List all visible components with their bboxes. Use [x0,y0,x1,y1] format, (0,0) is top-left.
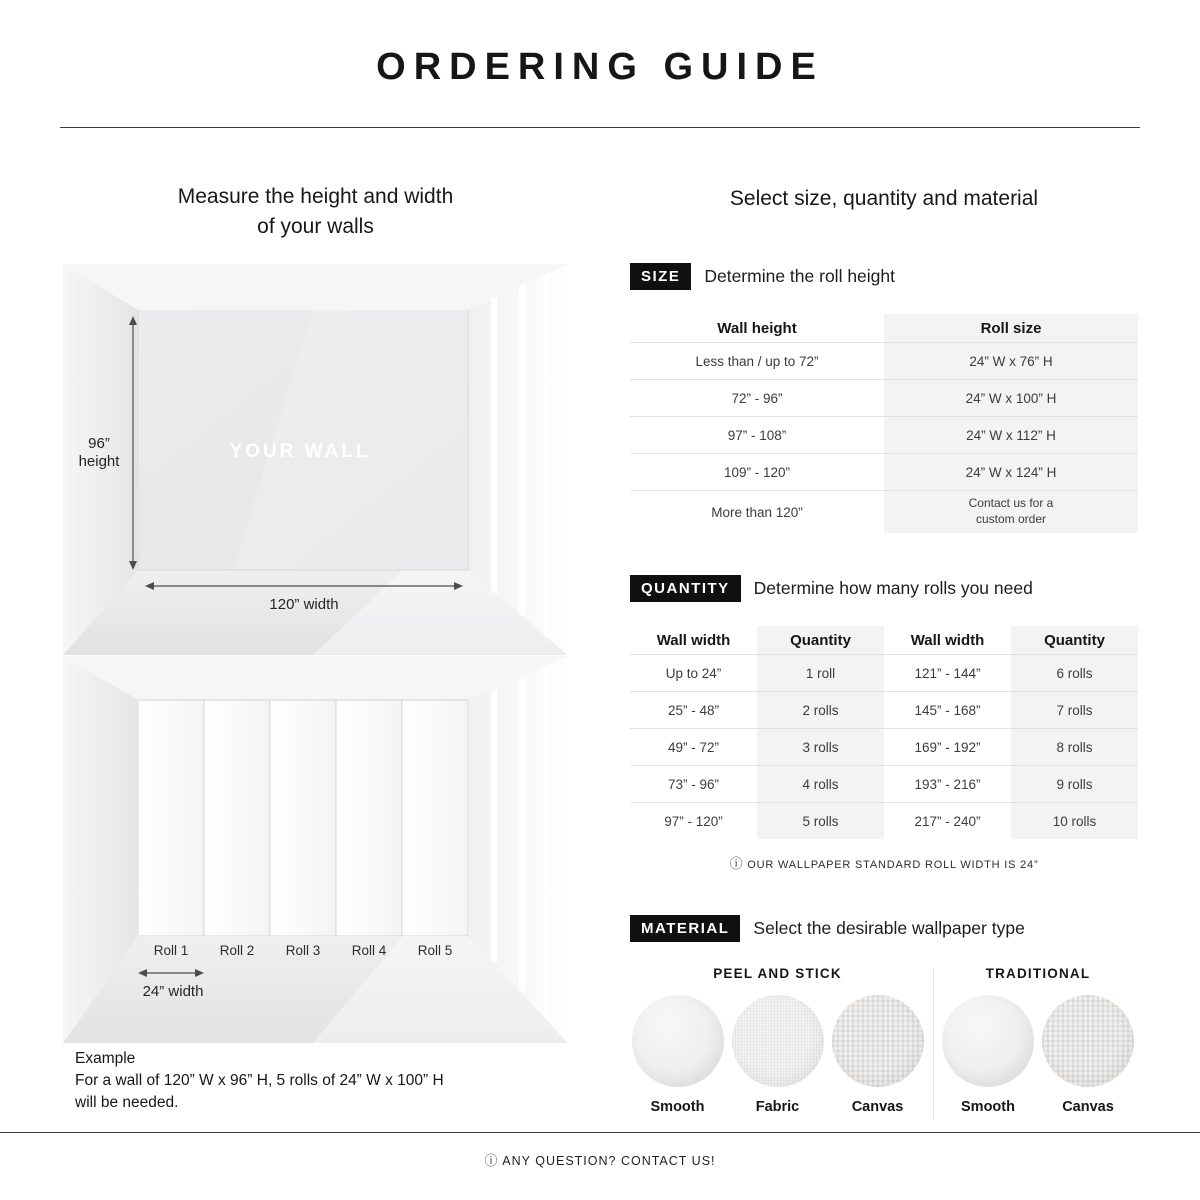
roll-size-value [884,491,1138,533]
quantity-row [630,655,1138,692]
roll-width-note-text: OUR WALLPAPER STANDARD ROLL WIDTH IS 24” [747,859,1039,871]
roll-panel-2 [204,700,270,936]
info-icon: ⓘ [484,1153,499,1168]
info-icon: ⓘ [729,856,744,871]
swatch-label: Smooth [961,1099,1015,1115]
example-title: Example [75,1050,136,1067]
size-row [630,417,1138,454]
roll-size-value: 24” W x 100” H [884,380,1138,416]
wall-height-value: 109” - 120” [723,464,791,480]
swatch-fabric [731,995,825,1115]
measure-heading [63,182,568,242]
your-wall-label: YOUR WALL [229,441,371,462]
quantity-value: 3 rolls [757,729,884,765]
footer-contact [0,1150,1200,1169]
swatch-canvas [1041,995,1135,1115]
size-badge: SIZE [630,263,691,290]
smooth-texture-icon [632,995,724,1087]
size-row [630,491,1138,533]
quantity-value: 6 rolls [1011,655,1138,691]
material-groups [630,966,1138,1115]
measure-heading-line2: of your walls [257,215,374,238]
roll-3-label: Roll 3 [285,943,321,958]
roll-4-label: Roll 4 [351,943,387,958]
wall-width-value: Up to 24” [665,665,722,681]
traditional-title: TRADITIONAL [985,966,1091,981]
canvas-texture-icon [832,995,924,1087]
size-row [630,454,1138,491]
qty-col-quantity: Quantity [1011,626,1138,654]
swatch-label: Fabric [755,1099,800,1115]
quantity-value: 9 rolls [1011,766,1138,802]
roll-size-value: 24” W x 76” H [884,343,1138,379]
quantity-value: 5 rolls [757,803,884,839]
size-table-header [630,314,1138,343]
material-badge: MATERIAL [630,915,740,942]
fabric-texture-icon [732,995,824,1087]
quantity-value: 1 roll [757,655,884,691]
custom-order-note: Contact us for a custom order [968,496,1054,526]
wall-width-value: 97” - 120” [664,813,723,829]
quantity-badge: QUANTITY [630,575,741,602]
roll-2-label: Roll 2 [219,943,255,958]
size-col-wall-height: Wall height [717,319,797,337]
peel-and-stick-group [630,966,925,1115]
qty-col-quantity: Quantity [757,626,884,654]
wall-height-value: More than 120” [711,504,803,520]
quantity-section [630,575,1138,872]
size-subtitle: Determine the roll height [704,266,895,286]
qty-col-wall-width: Wall width [910,631,985,649]
quantity-table [630,626,1138,839]
window-mullion [519,677,525,993]
room-diagram-rolls [63,656,568,1043]
example-line2: will be needed. [75,1094,179,1111]
quantity-value: 8 rolls [1011,729,1138,765]
material-subtitle: Select the desirable wallpaper type [753,918,1025,938]
quantity-badge-row [630,575,1138,602]
size-table [630,314,1138,533]
quantity-row [630,729,1138,766]
peel-and-stick-swatches [630,995,925,1115]
size-section [630,263,1138,533]
swatch-label: Canvas [1062,1099,1114,1115]
height-value-label: 96” [88,435,110,452]
roll-panel-3 [270,700,336,936]
roll-panel-1 [138,700,204,936]
wall-width-value: 73” - 96” [667,776,720,792]
measure-heading-line1: Measure the height and width [177,185,454,208]
size-badge-row [630,263,1138,290]
wall-width-value: 169” - 192” [914,739,981,755]
quantity-subtitle: Determine how many rolls you need [753,578,1033,598]
swatch-canvas [831,995,925,1115]
window-mullion [544,272,550,639]
width-label: 120” width [269,596,339,613]
quantity-row [630,692,1138,729]
roll-5-label: Roll 5 [417,943,453,958]
quantity-value: 7 rolls [1011,692,1138,728]
wall-width-value: 25” - 48” [667,702,720,718]
wall-height-value: 72” - 96” [731,390,783,406]
roll-size-value: 24” W x 112” H [884,417,1138,453]
roll-width-label: 24” width [142,983,204,1000]
quantity-value: 2 rolls [757,692,884,728]
smooth-texture-icon [942,995,1034,1087]
swatch-label: Smooth [650,1099,705,1115]
roll-1-label: Roll 1 [153,943,189,958]
roll-panel-5 [402,700,468,936]
traditional-group [938,966,1138,1115]
quantity-row [630,766,1138,803]
bottom-divider [0,1132,1200,1133]
footer-contact-text: ANY QUESTION? CONTACT US! [502,1154,716,1168]
canvas-texture-icon [1042,995,1134,1087]
page-title: ORDERING GUIDE [376,46,824,88]
wall-height-value: 97” - 108” [727,427,787,443]
traditional-swatches [938,995,1138,1115]
height-word-label: height [78,453,120,470]
top-divider [60,127,1140,128]
size-row [630,380,1138,417]
quantity-row [630,803,1138,839]
roll-size-value: 24” W x 124” H [884,454,1138,490]
size-row [630,343,1138,380]
wall-height-value: Less than / up to 72” [695,353,819,369]
quantity-value: 10 rolls [1011,803,1138,839]
window-mullion [544,666,550,1019]
window-mullion [491,690,497,963]
material-badge-row [630,915,1138,942]
room-diagram-your-wall [63,264,568,655]
example-note [75,1048,555,1114]
wall-width-value: 217” - 240” [914,813,981,829]
quantity-value: 4 rolls [757,766,884,802]
swatch-label: Canvas [851,1099,904,1115]
wall-width-value: 145” - 168” [914,702,981,718]
wall-width-value: 193” - 216” [914,776,981,792]
roll-panel-4 [336,700,402,936]
window-mullion [491,296,497,594]
select-heading: Select size, quantity and material [729,187,1039,210]
wall-width-value: 121” - 144” [914,665,981,681]
material-section [630,915,1138,1115]
roll-width-note [630,853,1138,872]
peel-and-stick-title: PEEL AND STICK [713,966,842,981]
wall-width-value: 49” - 72” [667,739,720,755]
size-col-roll-size: Roll size [884,314,1138,342]
qty-col-wall-width: Wall width [656,631,731,649]
swatch-smooth [941,995,1035,1115]
example-line1: For a wall of 120” W x 96” H, 5 rolls of 24” W x 100” H [75,1072,444,1089]
group-divider [933,968,934,1120]
window-mullion [519,283,525,617]
swatch-smooth [631,995,725,1115]
quantity-table-header [630,626,1138,655]
